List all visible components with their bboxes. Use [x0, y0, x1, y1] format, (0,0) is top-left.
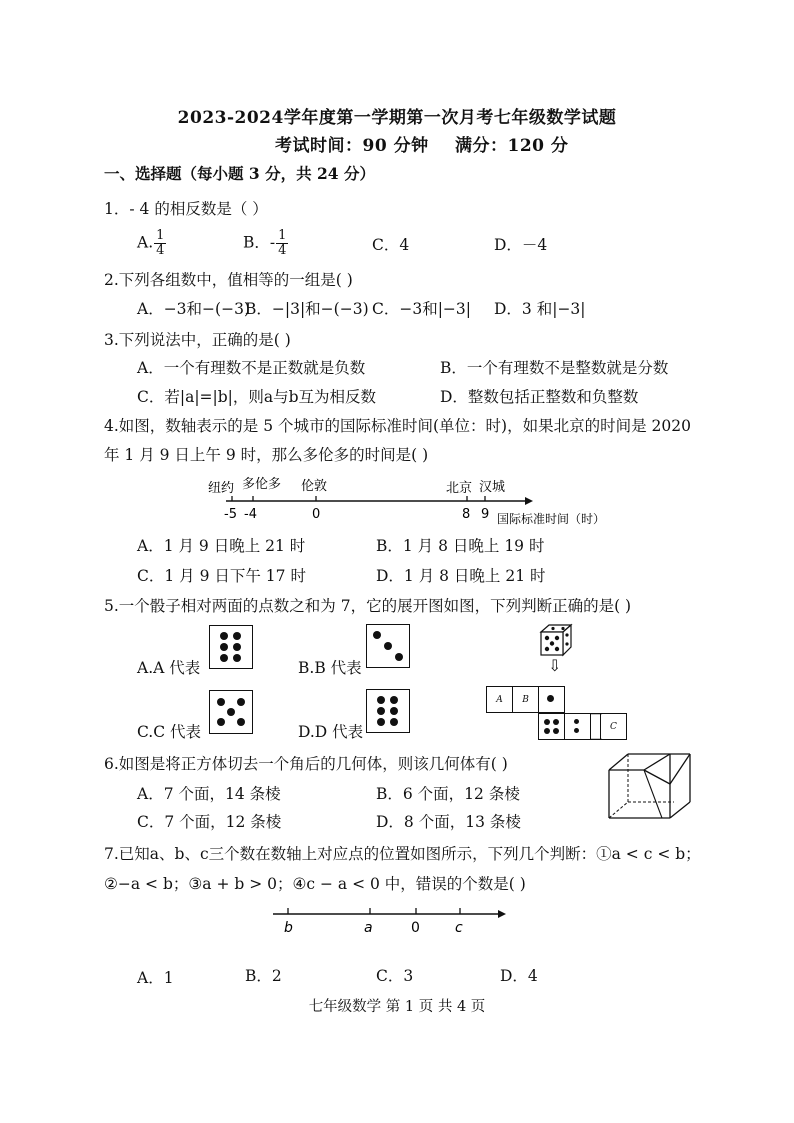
q5-dice-a-six: [209, 625, 253, 669]
q4-city-ny: 纽约: [208, 481, 235, 496]
q5-option-d: D.D 代表: [298, 723, 364, 741]
q1-option-d: D．－4: [494, 236, 548, 254]
q1-option-c: C．4: [372, 236, 410, 254]
pip: [220, 643, 228, 651]
q4-stem-line1: 4.如图，数轴表示的是 5 个城市的国际标准时间(单位：时)，如果北京的时间是 2020: [104, 417, 691, 435]
q7-axis-arrow-icon: [498, 910, 506, 918]
q7-option-d: D．4: [500, 967, 538, 985]
q6-option-a: A．7 个面，14 条棱: [137, 785, 281, 803]
q3-option-c: C．若|a|=|b|，则a与b互为相反数: [137, 388, 377, 406]
q1-stem: 1．- 4 的相反数是（ ）: [104, 200, 268, 218]
pip: [237, 718, 245, 726]
q5-down-arrow-icon: ⇩: [548, 656, 562, 675]
q7-label-zero: 0: [411, 920, 420, 936]
pip: [395, 653, 403, 661]
q1-a-numerator: 1: [156, 228, 165, 243]
q6-option-d: D．8 个面，13 条棱: [376, 813, 521, 831]
pip: [544, 728, 550, 734]
pip: [220, 632, 228, 640]
q1-a-denominator: 4: [156, 243, 165, 258]
q1-b-denominator: 4: [278, 243, 287, 258]
page-footer: 七年级数学 第 1 页 共 4 页: [308, 999, 486, 1015]
q3-stem: 3.下列说法中，正确的是( ): [104, 331, 291, 349]
pip: [390, 707, 398, 715]
pip: [553, 728, 559, 734]
q5-stem: 5.一个骰子相对两面的点数之和为 7，它的展开图如图，下列判断正确的是( ): [104, 597, 632, 615]
q4-city-seoul: 汉城: [479, 480, 506, 495]
q2-option-b: B．−|3|和−(−3): [245, 300, 369, 318]
q7-option-a: A．1: [137, 969, 174, 987]
q7-label-a: a: [364, 920, 373, 936]
pip: [377, 696, 385, 704]
q3-option-b: B．一个有理数不是整数就是分数: [440, 359, 669, 377]
q7-stem-line2: ②−a < b；③a + b > 0；④c − a < 0 中，错误的个数是( ): [104, 875, 526, 893]
pip: [220, 654, 228, 662]
q5-net-cell-c: C: [600, 713, 627, 740]
q4-option-d: D．1 月 8 日晚上 21 时: [376, 567, 546, 585]
q5-net-cell-four: [538, 713, 565, 740]
q2-stem: 2.下列各组数中，值相等的一组是( ): [104, 271, 353, 289]
q4-option-c: C．1 月 9 日下午 17 时: [137, 567, 306, 585]
q6-truncated-cube-diagram: [604, 750, 694, 824]
q5-option-a: A.A 代表: [137, 659, 201, 677]
pip: [227, 708, 235, 716]
q4-axis-label: 国际标准时间（时）: [497, 512, 606, 526]
pip: [217, 698, 225, 706]
q4-option-b: B．1 月 8 日晚上 19 时: [376, 537, 545, 555]
q1-b-numerator: 1: [278, 228, 287, 243]
q1-a-fraction: [154, 229, 166, 258]
q5-option-b: B.B 代表: [298, 659, 362, 677]
q4-tick-label-seoul: 9: [481, 507, 490, 522]
q2-option-d: D．3 和|−3|: [494, 300, 586, 318]
q5-net-cell-two: [564, 713, 591, 740]
q7-stem-line1: 7.已知a、b、c三个数在数轴上对应点的位置如图所示，下列几个判断：①a < c < b；: [104, 845, 701, 863]
q3-option-d: D．整数包括正整数和负整数: [440, 388, 639, 406]
pip: [553, 719, 559, 725]
pip: [547, 695, 554, 702]
q5-net-cell-one: [538, 686, 565, 713]
pip: [384, 642, 392, 650]
pip: [233, 632, 241, 640]
q4-city-toronto: 多伦多: [242, 477, 282, 492]
pip: [390, 696, 398, 704]
q5-net-cell-b: B: [512, 686, 539, 713]
q6-option-c: C．7 个面，12 条棱: [137, 813, 282, 831]
exam-time: 考试时间：90 分钟: [275, 136, 429, 156]
q7-option-b: B．2: [245, 967, 282, 985]
q1-option-b: [243, 229, 288, 258]
pip: [237, 698, 245, 706]
pip: [373, 631, 381, 639]
q6-option-b: B．6 个面，12 条棱: [376, 785, 520, 803]
q1-b-fraction: [276, 229, 288, 258]
exam-title: 2023-2024学年度第一学期第一次月考七年级数学试题: [177, 108, 617, 128]
q4-city-london: 伦敦: [301, 479, 328, 494]
q7-label-b: b: [284, 920, 293, 936]
q4-stem-line2: 年 1 月 9 日上午 9 时，那么多伦多的时间是( ): [104, 446, 429, 464]
q7-option-c: C．3: [376, 967, 414, 985]
q4-option-a: A．1 月 9 日晚上 21 时: [137, 537, 306, 555]
q7-label-c: c: [455, 920, 463, 936]
pip: [390, 718, 398, 726]
q5-option-c: C.C 代表: [137, 723, 202, 741]
q2-option-a: A．−3和−(−3): [137, 300, 250, 318]
section-heading: 一、选择题（每小题 3 分，共 24 分）: [104, 164, 375, 183]
q4-axis-arrow-icon: [525, 497, 533, 505]
q5-dice-d-six: [366, 689, 410, 733]
pip: [217, 718, 225, 726]
pip: [574, 719, 579, 724]
q1-b-label: B．-: [243, 233, 276, 252]
pip: [377, 707, 385, 715]
q4-city-beijing: 北京: [446, 481, 473, 496]
q5-dice-b-three: [366, 624, 410, 668]
q4-tick-label-london: 0: [312, 507, 321, 522]
exam-score: 满分：120 分: [455, 136, 569, 156]
q5-dice-3d-icon: [538, 622, 574, 658]
q7-number-line: [268, 902, 513, 938]
pip: [377, 718, 385, 726]
q5-net-gap: [590, 713, 602, 740]
q4-tick-label-beijing: 8: [462, 507, 471, 522]
q2-option-c: C．−3和|−3|: [372, 300, 472, 318]
q5-dice-c-five: [209, 690, 253, 734]
pip: [233, 643, 241, 651]
q1-a-label: A.: [137, 233, 154, 252]
q4-tick-label-ny: -5: [224, 507, 237, 522]
q5-net-cell-a: A: [486, 686, 513, 713]
q6-stem: 6.如图是将正方体切去一个角后的几何体，则该几何体有( ): [104, 755, 508, 773]
q4-number-line: [200, 474, 630, 530]
q3-option-a: A．一个有理数不是正数就是负数: [137, 359, 366, 377]
pip: [544, 719, 550, 725]
q4-tick-label-toronto: -4: [244, 507, 257, 522]
q1-option-a: [137, 229, 166, 258]
pip: [233, 654, 241, 662]
pip: [574, 728, 579, 733]
